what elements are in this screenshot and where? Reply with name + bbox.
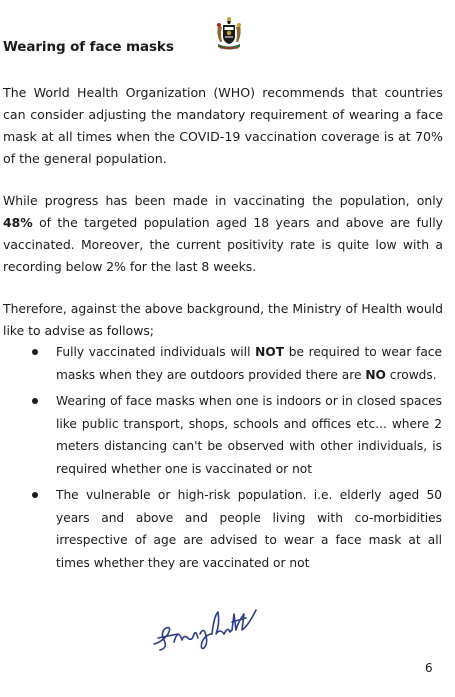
page-number: 6 [425, 661, 433, 675]
bullet-icon [32, 398, 38, 404]
list-item-text: be required to wear face masks when they are outdoors provided there are [56, 345, 442, 382]
bullet-icon [32, 492, 38, 498]
list-item-text: Fully vaccinated individuals will [56, 345, 256, 359]
paragraph-who-recommendation: The World Health Organization (WHO) recommends that countries can consider adjusting the mandatory requirement of wearing a face mask at all times when the COVID-19 vaccination coverage is at 70% of the general population. [3, 85, 443, 166]
list-item-text: crowds. [385, 367, 437, 382]
uganda-coat-of-arms-icon [214, 16, 244, 52]
paragraph-advice-intro: Therefore, against the above background, the Ministry of Health would like to advise as follows; [3, 301, 443, 338]
handwritten-signature [148, 604, 263, 656]
paragraph-vaccination-progress [3, 190, 443, 278]
list-item [30, 341, 442, 386]
paragraph-text: While progress has been made in vaccinating the population, only [3, 193, 443, 208]
advice-list [30, 341, 442, 578]
paragraph-text: of the targeted population aged 18 years and above are fully vaccinated. Moreover, the current positivity rate is quite low with a recording below 2% for the last 8 weeks. [3, 215, 443, 274]
list-item-text: The vulnerable or high-risk population. i.e. elderly aged 50 years and above and people living with co-morbidities irrespective of age are advised to wear a face mask at all times whether they are vaccinated or not [56, 488, 442, 570]
vaccination-percentage: 48% [3, 215, 33, 230]
list-item [30, 484, 442, 574]
list-item [30, 390, 442, 480]
emphasis-no: NO [365, 367, 386, 382]
list-item-text: Wearing of face masks when one is indoors or in closed spaces like public transport, shops, schools and offices etc... where 2 meters distancing can't be observed with other individuals, is required whether one is vaccinated or not [56, 394, 442, 476]
bullet-icon [32, 349, 38, 355]
emphasis-not: NOT [255, 345, 285, 359]
section-heading: Wearing of face masks [3, 39, 174, 55]
